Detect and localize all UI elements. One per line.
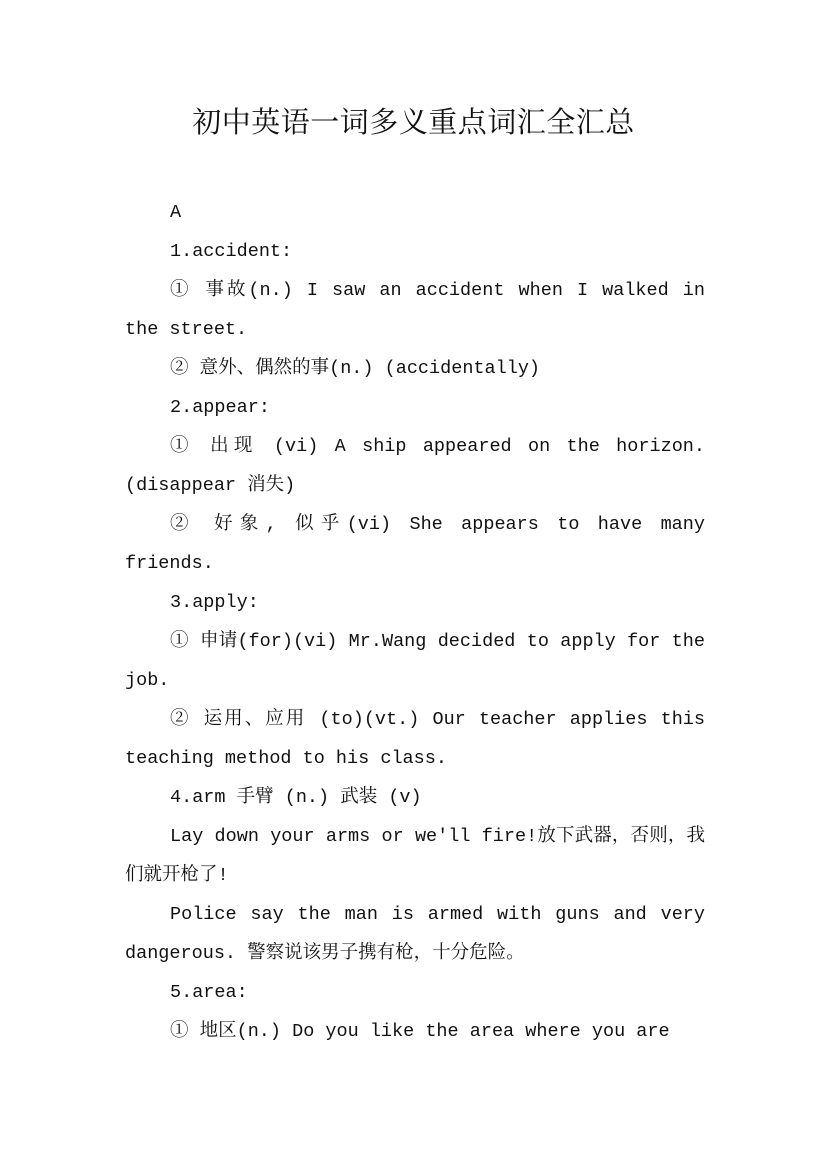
entry-sense: ① 出现 (vi) A ship appeared on the horizon. (disappear 消失) (125, 436, 705, 496)
entry-heading-appear: 2.appear: (170, 397, 270, 418)
entry-sense: ① 事故(n.) I saw an accident when I walked in the street. (125, 280, 705, 340)
section-letter: A (170, 202, 182, 223)
entry-sense: ① 地区(n.) Do you like the area where you are (170, 1021, 670, 1042)
entry-sense: ② 意外、偶然的事(n.) (accidentally) (170, 358, 541, 379)
document-title: 初中英语一词多义重点词汇全汇总 (192, 105, 635, 139)
entry-example: Lay down your arms or we'll fire!放下武器，否则，我们就开枪了! (125, 826, 705, 886)
entry-heading-arm: 4.arm 手臂 (n.) 武装 (v) (170, 787, 422, 808)
entry-sense: ② 好象, 似乎(vi) She appears to have many friends. (125, 514, 705, 574)
entry-example: Police say the man is armed with guns and very dangerous. 警察说该男子携有枪，十分危险。 (125, 904, 705, 964)
document-body (125, 193, 705, 1051)
entry-heading-area: 5.area: (170, 982, 248, 1003)
entry-heading-apply: 3.apply: (170, 592, 259, 613)
entry-heading-accident: 1.accident: (170, 241, 293, 262)
entry-sense: ① 申请(for)(vi) Mr.Wang decided to apply for the job. (125, 631, 705, 691)
entry-sense: ② 运用、应用 (to)(vt.) Our teacher applies this teaching method to his class. (125, 709, 705, 769)
